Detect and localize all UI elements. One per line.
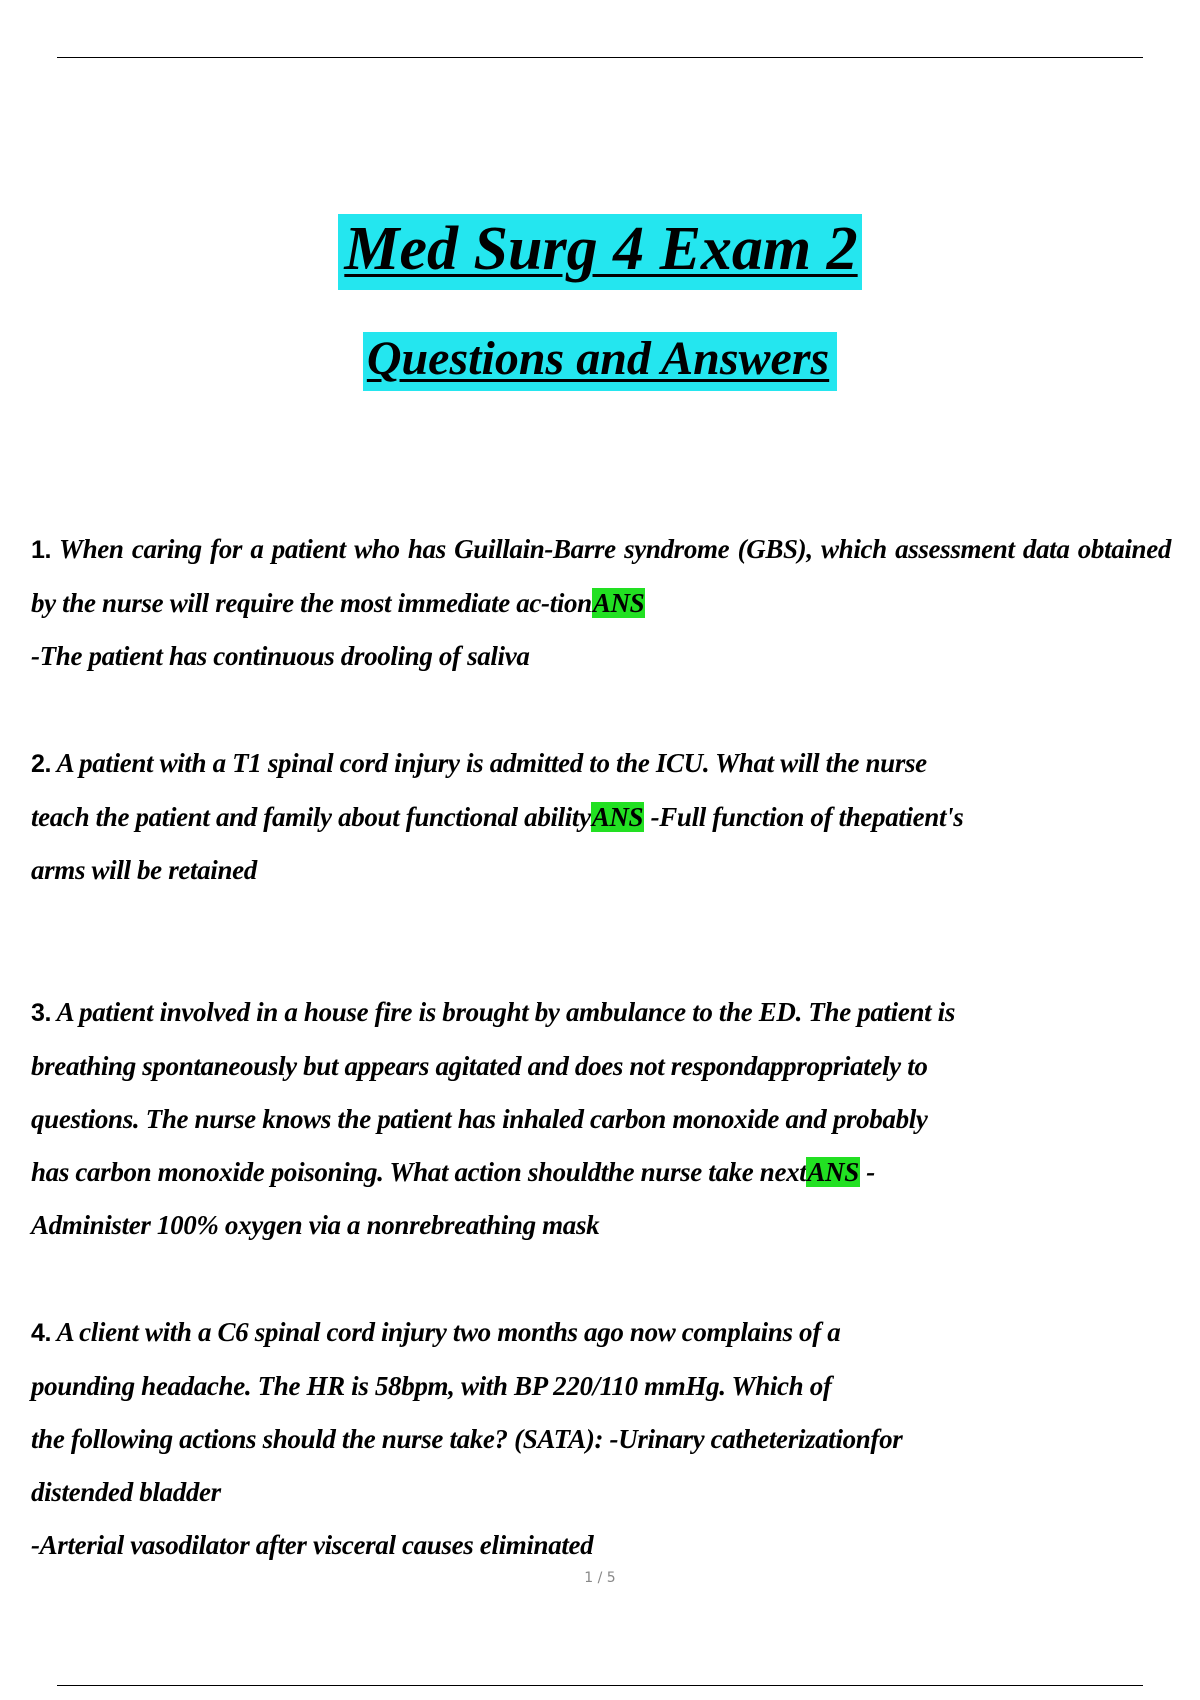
answer-highlight: ANS [592, 588, 645, 618]
question-line [31, 737, 1171, 791]
question-text: teach the patient and family about functional ability [31, 802, 591, 832]
question-line [31, 1306, 1171, 1360]
top-rule [57, 57, 1143, 58]
answer-text: -Full function of thepatient's [644, 802, 964, 832]
question-2 [31, 737, 1171, 897]
question-text: breathing spontaneously but appears agitated and does not respondappropriately to [31, 1051, 928, 1081]
question-text: has carbon monoxide poisoning. What action shouldthe nurse take next [31, 1157, 807, 1187]
question-text: A patient involved in a house fire is brought by ambulance to the ED. The patient is [56, 997, 955, 1027]
question-number: 3. [31, 999, 52, 1027]
answer-highlight: ANS [807, 1157, 859, 1187]
question-4 [31, 1306, 1171, 1572]
document-subtitle: Questions and Answers [363, 332, 837, 391]
question-number: 1. [31, 536, 52, 564]
page-indicator: 1 / 5 [584, 1570, 616, 1586]
question-text: pounding headache. The HR is 58bpm, with BP 220/110 mmHg. Which of [31, 1371, 832, 1401]
question-line [31, 791, 1171, 844]
question-line [31, 1146, 1171, 1199]
question-number: 4. [31, 1319, 52, 1347]
answer-text: arms will be retained [31, 855, 257, 885]
question-text: the following actions should the nurse take? (SATA): -Urinary catheterizationfor [31, 1424, 903, 1454]
answer-highlight: ANS [591, 802, 644, 832]
answer-text: distended bladder [31, 1477, 221, 1507]
answer-text: Administer 100% oxygen via a nonrebreathing mask [31, 1210, 600, 1240]
subtitle-wrapper [0, 332, 1200, 391]
question-text: A patient with a T1 spinal cord injury is admitted to the ICU. What will the nurse [56, 748, 927, 778]
question-text: When caring for a patient who has Guillain-Barre syndrome (GBS), which assessment data obtained by the nurse will require the most immediate ac-tion [31, 534, 1171, 618]
question-text: A client with a C6 spinal cord injury two months ago now complains of a [56, 1317, 841, 1347]
question-1 [31, 523, 1171, 683]
answer-dash: - [859, 1157, 875, 1187]
question-3 [31, 986, 1171, 1252]
title-wrapper [0, 214, 1200, 290]
answer-text: -Arterial vasodilator after visceral causes eliminated [31, 1530, 594, 1560]
question-line [31, 986, 1171, 1040]
document-title: Med Surg 4 Exam 2 [338, 214, 861, 290]
answer-text: -The patient has continuous drooling of saliva [31, 641, 530, 671]
bottom-rule [57, 1685, 1143, 1686]
question-text: questions. The nurse knows the patient has inhaled carbon monoxide and probably [31, 1104, 928, 1134]
question-number: 2. [31, 750, 52, 778]
